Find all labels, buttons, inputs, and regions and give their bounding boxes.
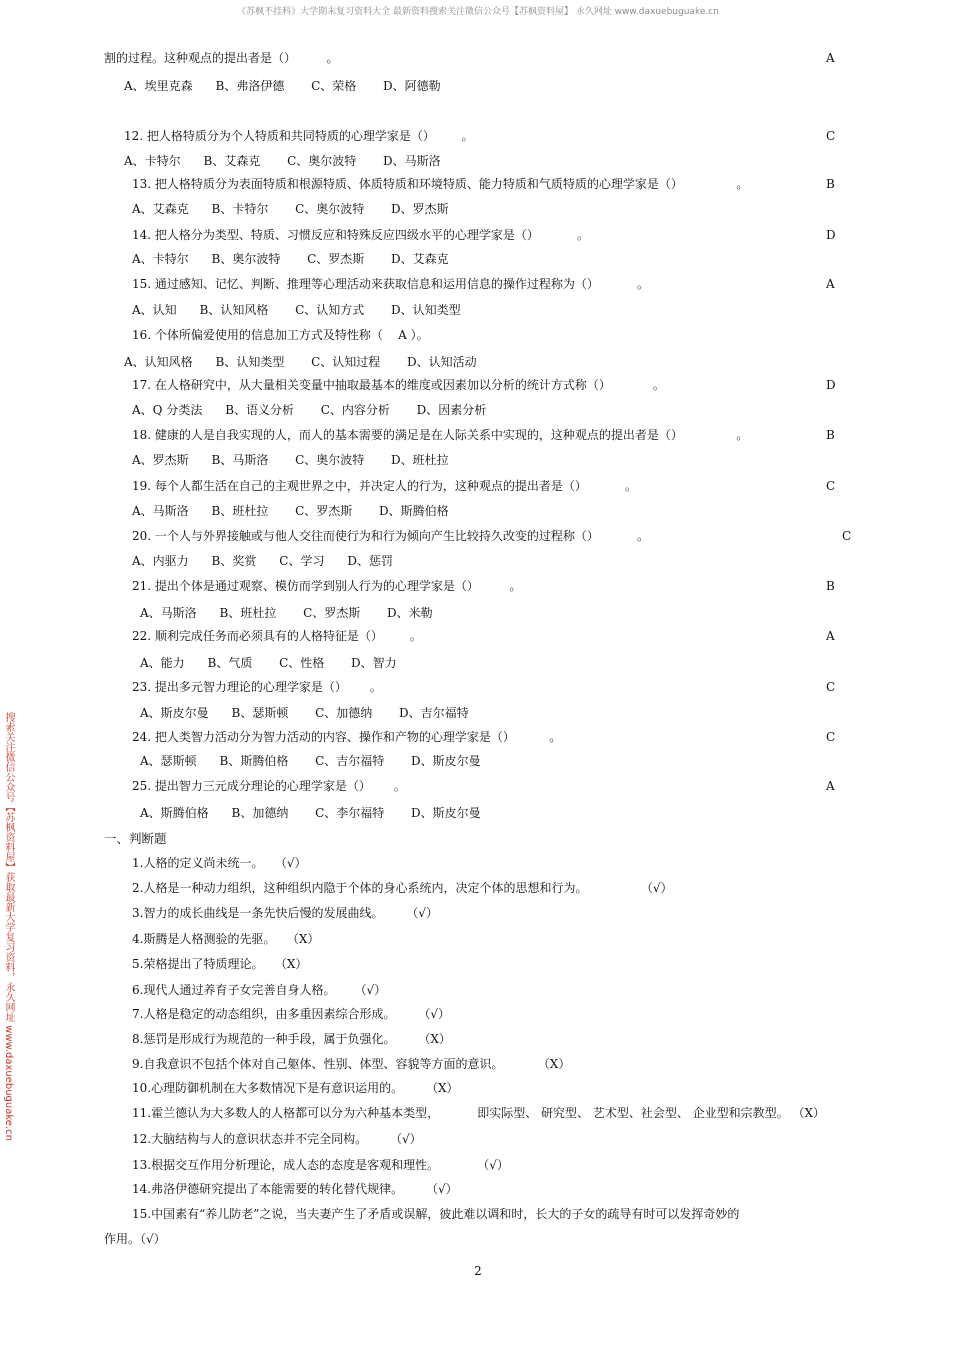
question-stem: 25. 提出智力三元成分理论的心理学家是（） 。 [132, 779, 406, 793]
question-options: A、认知 B、认知风格 C、认知方式 D、认知类型 [132, 303, 461, 317]
page-number: 2 [474, 1264, 482, 1278]
judgement-item: 8.惩罚是形成行为规范的一种手段，属于负强化。 （X） [132, 1032, 451, 1046]
judgement-item: 7.人格是稳定的动态组织，由多重因素综合形成。 （√） [132, 1007, 450, 1021]
question-stem: 21. 提出个体是通过观察、模仿而学到别人行为的心理学家是（） 。 [132, 579, 522, 593]
question-options: A、埃里克森 B、弗洛伊德 C、荣格 D、阿德勒 [124, 79, 441, 93]
question-answer: A [826, 51, 835, 65]
question-answer: B [826, 428, 835, 442]
question-options: A、认知风格 B、认知类型 C、认知过程 D、认知活动 [124, 355, 477, 369]
question-options: A、马斯洛 B、班杜拉 C、罗杰斯 D、斯腾伯格 [132, 504, 449, 518]
question-answer: C [826, 129, 836, 143]
question-options: A、艾森克 B、卡特尔 C、奥尔波特 D、罗杰斯 [132, 202, 449, 216]
question-stem: 18. 健康的人是自我实现的人，而人的基本需要的满足是在人际关系中实现的，这种观点的提出者是（） 。 [132, 428, 749, 442]
question-answer: D [826, 378, 836, 392]
question-answer: C [826, 479, 836, 493]
question-options: A、内驱力 B、奖赏 C、学习 D、惩罚 [132, 554, 393, 568]
question-options: A、斯皮尔曼 B、瑟斯顿 C、加德纳 D、吉尔福特 [140, 706, 469, 720]
question-answer: A [826, 779, 835, 793]
question-answer: B [826, 579, 835, 593]
question-options: A、罗杰斯 B、马斯洛 C、奥尔波特 D、班杜拉 [132, 453, 449, 467]
judgement-item: 1.人格的定义尚未统一。 （√） [132, 856, 307, 870]
judgement-item: 4.斯腾是人格测验的先驱。 （X） [132, 932, 320, 946]
question-stem: 17. 在人格研究中，从大量相关变量中抽取最基本的维度或因素加以分析的统计方式称（） 。 [132, 378, 665, 392]
judgement-item: 2.人格是一种动力组织，这种组织内隐于个体的身心系统内，决定个体的思想和行为。 （√） [132, 881, 673, 895]
question-options: A、卡特尔 B、艾森克 C、奥尔波特 D、马斯洛 [124, 154, 441, 168]
question-answer: A [826, 629, 835, 643]
question-options: A、Q 分类法 B、语义分析 C、内容分析 D、因素分析 [132, 403, 487, 417]
question-options: A、卡特尔 B、奥尔波特 C、罗杰斯 D、艾森克 [132, 252, 449, 266]
question-answer: C [826, 730, 836, 744]
judgement-item: 15.中国素有“养儿防老”之说，当夫妻产生了矛盾或误解，彼此难以调和时，长大的子女的疏导有时可以发挥奇妙的 [132, 1207, 740, 1221]
question-answer: C [826, 680, 836, 694]
judgement-item: 14.弗洛伊德研究提出了本能需要的转化替代规律。 （√） [132, 1182, 458, 1196]
question-options: A、马斯洛 B、班杜拉 C、罗杰斯 D、米勒 [140, 606, 433, 620]
judgement-item: 9.自我意识不包括个体对自己躯体、性别、体型、容貌等方面的意识。 （X） [132, 1057, 571, 1071]
question-stem: 13. 把人格特质分为表面特质和根源特质、体质特质和环境特质、能力特质和气质特质的心理学家是（） 。 [132, 177, 749, 191]
question-answer: A [826, 277, 835, 291]
judgement-item: 10.心理防御机制在大多数情况下是有意识运用的。 （X） [132, 1081, 459, 1095]
side-watermark: 搜索关注微信公众号【苏枫资料屋】获取最新大学复习资料，永久网址 www.daxuebuguake.cn [3, 712, 14, 1141]
question-stem: 24. 把人类智力活动分为智力活动的内容、操作和产物的心理学家是（） 。 [132, 730, 562, 744]
judgement-item: 13.根据交互作用分析理论，成人态的态度是客观和理性。 （√） [132, 1158, 509, 1172]
question-stem: 12. 把人格特质分为个人特质和共同特质的心理学家是（） 。 [124, 129, 474, 143]
question-answer: B [826, 177, 835, 191]
question-stem: 22. 顺利完成任务而必须具有的人格特征是（） 。 [132, 629, 422, 643]
judgement-item: 12.大脑结构与人的意识状态并不完全同构。 （√） [132, 1132, 422, 1146]
question-answer: C [842, 529, 852, 543]
question-stem: 14. 把人格分为类型、特质、习惯反应和特殊反应四级水平的心理学家是（） 。 [132, 228, 590, 242]
question-stem: 19. 每个人都生活在自己的主观世界之中，并决定人的行为，这种观点的提出者是（） 。 [132, 479, 638, 493]
question-answer: D [826, 228, 836, 242]
question-stem: 20. 一个人与外界接触或与他人交往而使行为和行为倾向产生比较持久改变的过程称（） 。 [132, 529, 650, 543]
judgement-item: 11.霍兰德认为大多数人的人格都可以分为六种基本类型， 即实际型、 研究型、 艺术型、社会型、 企业型和宗教型。 （X） [132, 1106, 826, 1120]
page-header: 《苏枫不挂科》大学期末复习资料大全 最新资料搜索关注微信公众号【苏枫资料屋】 永久网址 www.daxuebuguake.cn [237, 7, 719, 17]
judgement-item: 作用。（√） [104, 1232, 166, 1246]
question-stem: 23. 提出多元智力理论的心理学家是（） 。 [132, 680, 382, 694]
question-options: A、瑟斯顿 B、斯腾伯格 C、吉尔福特 D、斯皮尔曼 [140, 754, 481, 768]
judgement-item: 3.智力的成长曲线是一条先快后慢的发展曲线。 （√） [132, 906, 438, 920]
judgement-item: 5.荣格提出了特质理论。 （X） [132, 957, 308, 971]
question-options: A、斯腾伯格 B、加德纳 C、李尔福特 D、斯皮尔曼 [140, 806, 481, 820]
question-stem: 15. 通过感知、记忆、判断、推理等心理活动来获取信息和运用信息的操作过程称为（） 。 [132, 277, 650, 291]
section-title: 一、判断题 [104, 831, 167, 846]
judgement-item: 6.现代人通过养育子女完善自身人格。 （√） [132, 983, 387, 997]
question-stem: 16. 个体所偏爱使用的信息加工方式及特性称（ A ）。 [132, 328, 429, 342]
question-stem: 割的过程。这种观点的提出者是（） 。 [104, 51, 339, 65]
question-options: A、能力 B、气质 C、性格 D、智力 [140, 656, 397, 670]
